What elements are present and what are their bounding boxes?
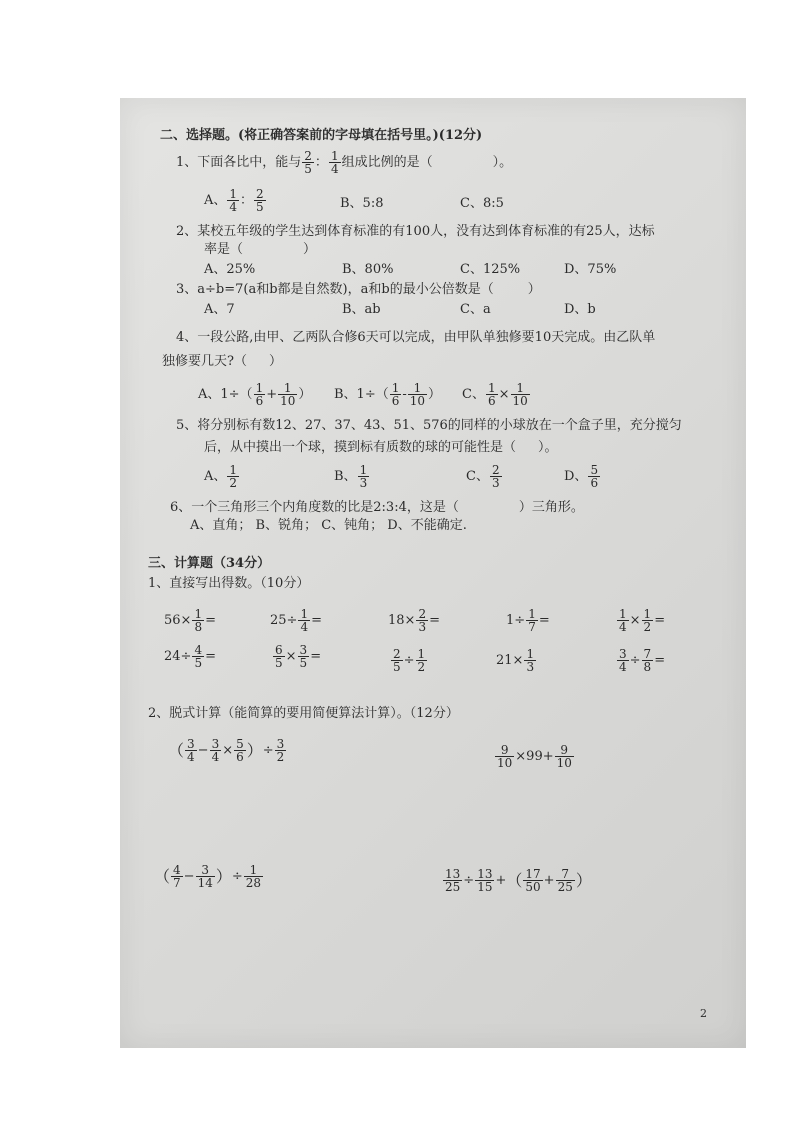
q2-option-c: C、125% [460,262,521,277]
calc-7: $\frac{6}{5}$ × $\frac{3}{5}$ = [275,643,322,670]
calc-10: $\frac{3}{4}$ ÷ $\frac{7}{8}$ = [619,647,666,674]
calc-8: $\frac{2}{5}$ ÷ $\frac{1}{2}$ [393,647,426,674]
question-2-line2: 率是（ ） [204,242,317,257]
q4-option-a: A、1÷（ $\frac{1}{6}$ + $\frac{1}{10}$ ） [198,381,312,408]
section3-sub1: 1、直接写出得数。（10分） [148,576,310,591]
section3-sub2: 2、脱式计算（能简算的要用简便算法计算）。（12分） [148,706,459,721]
calc-5: $\frac{1}{4}$ × $\frac{1}{2}$ = [619,607,666,634]
q3-option-c: C、a [460,302,491,317]
q4-option-c: C、 $\frac{1}{6}$ × $\frac{1}{10}$ [462,381,528,408]
question-1: 1、下面各比中，能与 $\frac{2}{5}$ ： $\frac{1}{4}$ 组成比例的是（ ）。 [176,149,513,176]
question-3: 3、a÷b=7(a和b都是自然数)，a和b的最小公倍数是（ ） [176,282,541,297]
calc-9: 21× $\frac{1}{3}$ [496,647,535,674]
question-6: 6、一个三角形三个内角度数的比是2:3:4，这是（ ）三角形。 [170,500,584,515]
page-number: 2 [700,1007,707,1020]
q3-option-b: B、ab [342,302,381,317]
calc-6: 24÷ $\frac{4}{5}$ = [164,643,216,670]
q1-option-c: C、8:5 [460,196,504,211]
calc-1: 56× $\frac{1}{8}$ = [164,607,216,634]
exam-sheet [120,98,746,1048]
fraction: $\frac{1}{4}$ [330,149,339,176]
step-calc-3: （ $\frac{4}{7}$ − $\frac{3}{14}$ ）÷ $\frac{1}{28}$ [154,863,262,890]
q2-option-b: B、80% [342,262,394,277]
question-2-line1: 2、某校五年级的学生达到体育标准的有100人，没有达到体育标准的有25人，达标 [176,224,655,239]
q5-option-a: A、 $\frac{1}{2}$ [204,463,238,490]
q5-option-c: C、 $\frac{2}{3}$ [466,463,500,490]
calc-4: 1÷ $\frac{1}{7}$ = [506,607,550,634]
step-calc-4: $\frac{13}{25}$ ÷ $\frac{13}{15}$ +（ $\frac{17}{50}$ + $\frac{7}{25}$ ） [445,867,592,894]
question-4-line1: 4、一段公路,由甲、乙两队合修6天可以完成，由甲队单独修要10天完成。由乙队单 [176,330,656,345]
fraction: $\frac{2}{5}$ [304,149,312,176]
q5-option-b: B、 $\frac{1}{3}$ [334,463,368,490]
question-4-line2: 独修要几天?（ ） [162,354,282,369]
q3-option-a: A、7 [204,302,235,317]
calc-3: 18× $\frac{2}{3}$ = [388,607,440,634]
q6-options: A、直角； B、锐角； C、钝角； D、不能确定. [190,518,467,533]
q3-option-d: D、b [564,302,596,317]
section3-title: 三、计算题（34分） [148,556,271,571]
calc-2: 25÷ $\frac{1}{4}$ = [270,607,322,634]
q4-option-b: B、1÷（ $\frac{1}{6}$ - $\frac{1}{10}$ ） [334,381,442,408]
q1-option-a: A、 $\frac{1}{4}$ ： $\frac{2}{5}$ [204,187,264,214]
question-5-line1: 5、将分别标有数12、27、37、43、51、576的同样的小球放在一个盒子里，充分搅匀 [176,418,682,433]
q5-option-d: D、 $\frac{5}{6}$ [564,463,599,490]
question-5-line2: 后，从中摸出一个球，摸到标有质数的球的可能性是（ ）。 [204,440,558,455]
step-calc-2: $\frac{9}{10}$ ×99+ $\frac{9}{10}$ [497,743,572,770]
section2-title: 二、选择题。(将正确答案前的字母填在括号里。)(12分) [160,128,483,143]
q1-option-b: B、5:8 [340,196,384,211]
q2-option-d: D、75% [564,262,617,277]
step-calc-1: （ $\frac{3}{4}$ − $\frac{3}{4}$ × $\frac{5}{6}$ ）÷ $\frac{3}{2}$ [168,737,285,764]
q2-option-a: A、25% [204,262,256,277]
